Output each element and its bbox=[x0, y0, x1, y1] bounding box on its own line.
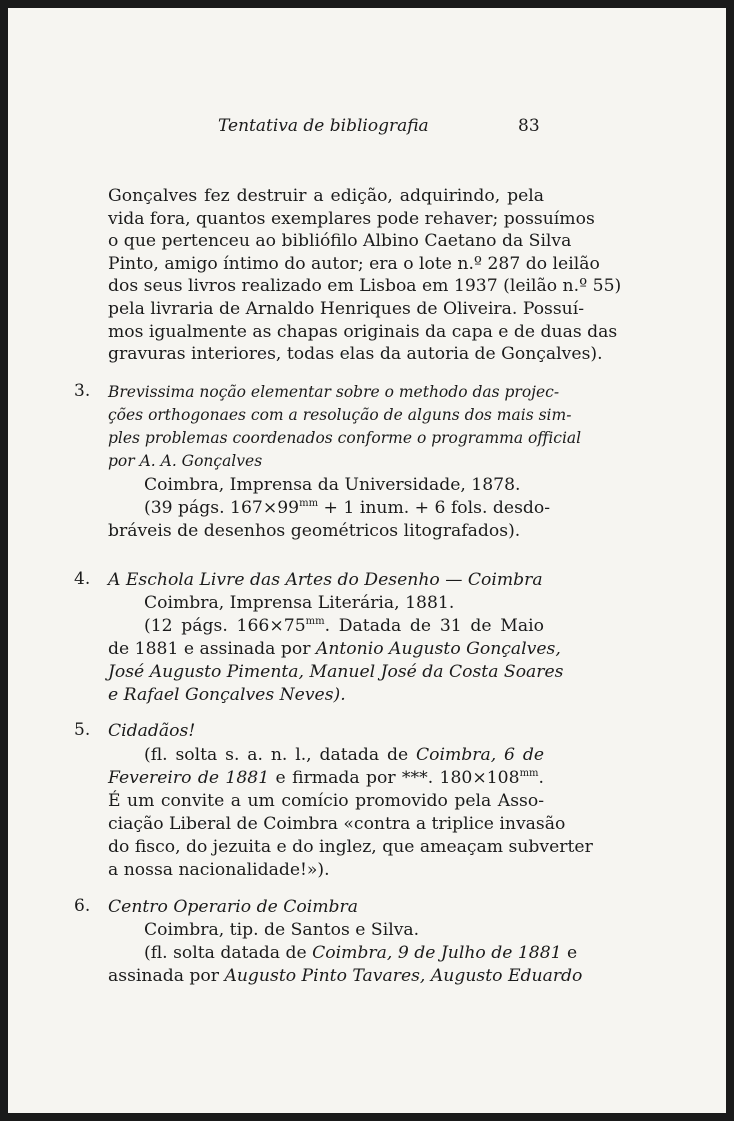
entry-imprint: Coimbra, tip. de Santos e Silva. bbox=[144, 920, 420, 940]
text-line: Gonçalves fez destruir a edição, adquirindo, pela bbox=[108, 186, 544, 206]
entry-imprint: Coimbra, Imprensa Literária, 1881. bbox=[144, 593, 455, 613]
running-title: Tentativa de bibliografia bbox=[218, 116, 429, 136]
entry-number: 4. bbox=[74, 569, 91, 589]
text-line: vida fora, quantos exemplares pode rehaver; possuímos bbox=[108, 208, 595, 229]
text-line: mos igualmente as chapas originais da capa e de duas das bbox=[108, 321, 618, 342]
entry-description-line: bráveis de desenhos geométricos litografados). bbox=[108, 521, 521, 541]
entry-title: Cidadãos! bbox=[108, 721, 196, 741]
book-page bbox=[8, 8, 726, 1113]
entry-title: Centro Operario de Coimbra bbox=[108, 897, 358, 917]
entry-description-line: É um convite a um comício promovido pela Asso- bbox=[108, 791, 544, 811]
text-line: Pinto, amigo íntimo do autor; era o lote n.º 287 do leilão bbox=[108, 253, 600, 274]
entry-title-line: ções orthogonaes com a resolução de alguns dos mais sim- bbox=[108, 406, 572, 424]
entry-imprint: Coimbra, Imprensa da Universidade, 1878. bbox=[144, 475, 521, 495]
entry-description-line: (fl. solta s. a. n. l., datada de Coimbra, 6 de bbox=[144, 745, 545, 765]
page-header bbox=[8, 116, 726, 140]
entry-title: A Eschola Livre das Artes do Desenho — Coimbra bbox=[108, 570, 543, 590]
entry-number: 5. bbox=[74, 720, 91, 740]
entry-description-line: (fl. solta datada de Coimbra, 9 de Julho de 1881 e bbox=[144, 943, 578, 963]
entry-description-line: ciação Liberal de Coimbra «contra a triplice invasão bbox=[108, 814, 566, 834]
text-line: dos seus livros realizado em Lisboa em 1937 (leilão n.º 55) bbox=[108, 276, 622, 297]
entry-description-line: a nossa nacionalidade!»). bbox=[108, 860, 330, 880]
text-line: pela livraria de Arnaldo Henriques de Oliveira. Possuí- bbox=[108, 298, 585, 319]
entry-description-line: José Augusto Pimenta, Manuel José da Costa Soares bbox=[108, 662, 564, 682]
entry-description-line: do fisco, do jezuita e do inglez, que ameaçam subverter bbox=[108, 837, 593, 857]
page-number: 83 bbox=[518, 116, 540, 136]
text-line: gravuras interiores, todas elas da autoria de Gonçalves). bbox=[108, 344, 603, 365]
entry-description-line: e Rafael Gonçalves Neves). bbox=[108, 685, 346, 705]
entry-number: 6. bbox=[74, 896, 91, 916]
entry-description-line: de 1881 e assinada por Antonio Augusto Gonçalves, bbox=[108, 639, 561, 659]
text-line: o que pertenceu ao bibliófilo Albino Caetano da Silva bbox=[108, 231, 572, 252]
entry-description-line: (12 págs. $166\times 75^{mm}$. Datada de 31 de Maio bbox=[144, 616, 544, 636]
entry-number: 3. bbox=[74, 381, 91, 401]
entry-title-line: Brevissima noção elementar sobre o methodo das projec- bbox=[108, 383, 560, 401]
entry-title-line: por A. A. Gonçalves bbox=[108, 452, 263, 470]
entry-title-line: ples problemas coordenados conforme o programma official bbox=[108, 429, 582, 447]
entry-description-line: assinada por Augusto Pinto Tavares, Augusto Eduardo bbox=[108, 966, 583, 986]
entry-description-line: (39 págs. $167\times 99^{mm} + 1$ inum. + 6 fols. desdo- bbox=[144, 498, 551, 518]
intro-paragraph bbox=[108, 185, 622, 366]
entry-description-line: Fevereiro de 1881 e firmada por ***. $180\times 108^{mm}$. bbox=[108, 768, 544, 788]
